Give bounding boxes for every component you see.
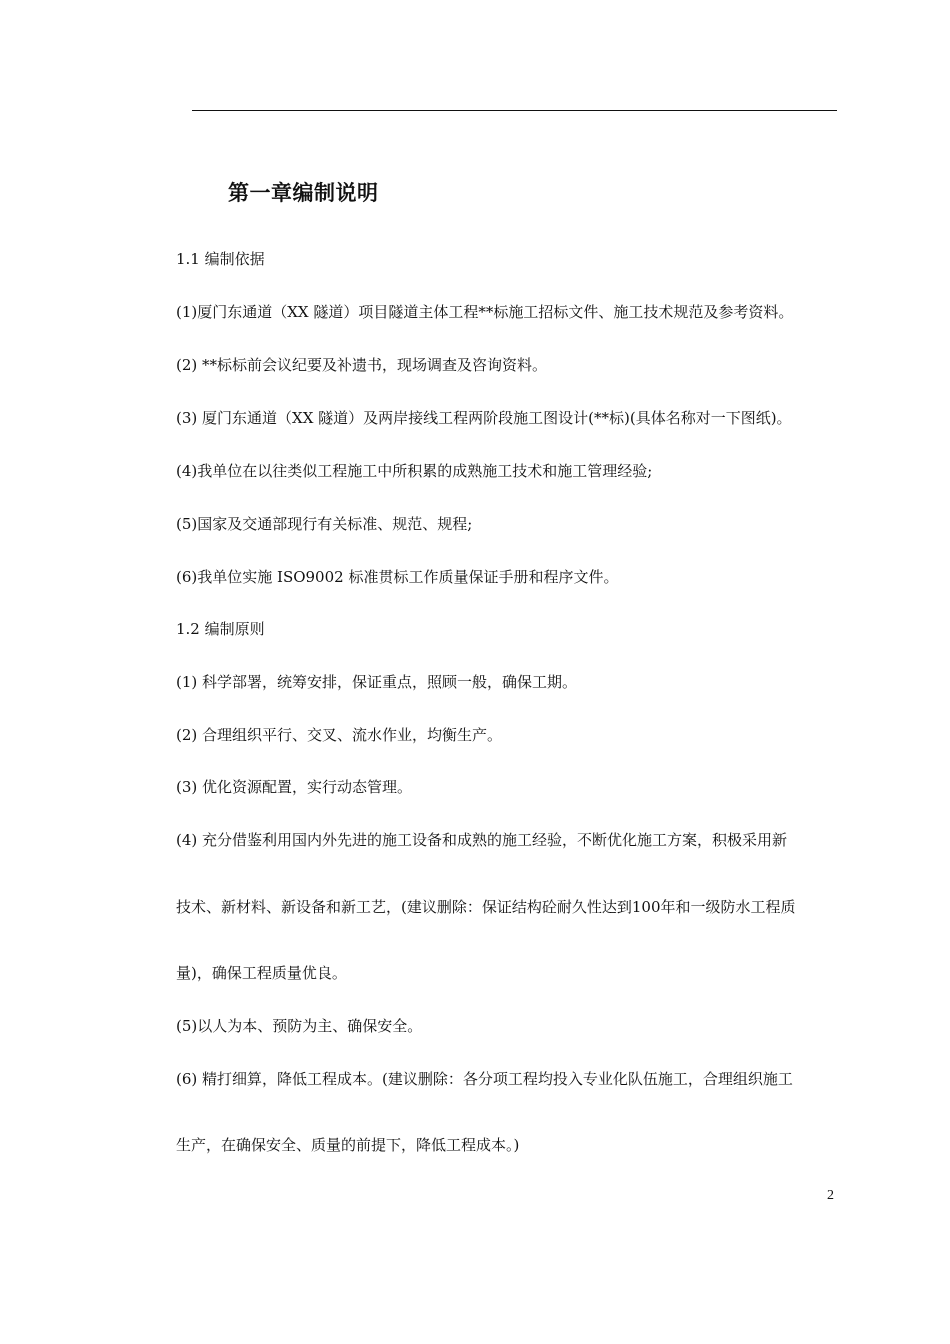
principle-item-3: (3) 优化资源配置，实行动态管理。	[176, 778, 413, 796]
basis-item-2: (2) **标标前会议纪要及补遗书，现场调查及咨询资料。	[176, 356, 548, 374]
principle-item-4-line-3: 量)，确保工程质量优良。	[176, 964, 347, 982]
section-heading-1-2: 1.2 编制原则	[176, 620, 265, 638]
principle-item-5: (5)以人为本、预防为主、确保安全。	[176, 1017, 423, 1035]
chapter-title: 第一章编制说明	[228, 181, 379, 205]
principle-item-4-line-2: 技术、新材料、新设备和新工艺，(建议删除：保证结构砼耐久性达到100年和一级防水工程质	[176, 898, 796, 916]
basis-item-4: (4)我单位在以往类似工程施工中所积累的成熟施工技术和施工管理经验;	[176, 462, 653, 480]
principle-item-6-line-1: (6) 精打细算，降低工程成本。(建议删除：各分项工程均投入专业化队伍施工，合理组织施工	[176, 1070, 793, 1088]
header-rule	[192, 110, 837, 111]
basis-item-3: (3) 厦门东通道（XX 隧道）及两岸接线工程两阶段施工图设计(**标)(具体名称对一下图纸)。	[176, 409, 792, 427]
section-heading-1-1: 1.1 编制依据	[176, 250, 265, 268]
principle-item-1: (1) 科学部署，统筹安排，保证重点，照顾一般，确保工期。	[176, 673, 578, 691]
principle-item-6-line-2: 生产，在确保安全、质量的前提下，降低工程成本。)	[176, 1136, 520, 1154]
principle-item-4-line-1: (4) 充分借鉴利用国内外先进的施工设备和成熟的施工经验，不断优化施工方案，积极采用新	[176, 831, 788, 849]
principle-item-2: (2) 合理组织平行、交叉、流水作业，均衡生产。	[176, 726, 503, 744]
page-number: 2	[827, 1188, 834, 1203]
basis-item-1: (1)厦门东通道（XX 隧道）项目隧道主体工程**标施工招标文件、施工技术规范及参考资料。	[176, 303, 794, 321]
basis-item-5: (5)国家及交通部现行有关标准、规范、规程;	[176, 515, 473, 533]
basis-item-6: (6)我单位实施 ISO9002 标准贯标工作质量保证手册和程序文件。	[176, 568, 619, 586]
